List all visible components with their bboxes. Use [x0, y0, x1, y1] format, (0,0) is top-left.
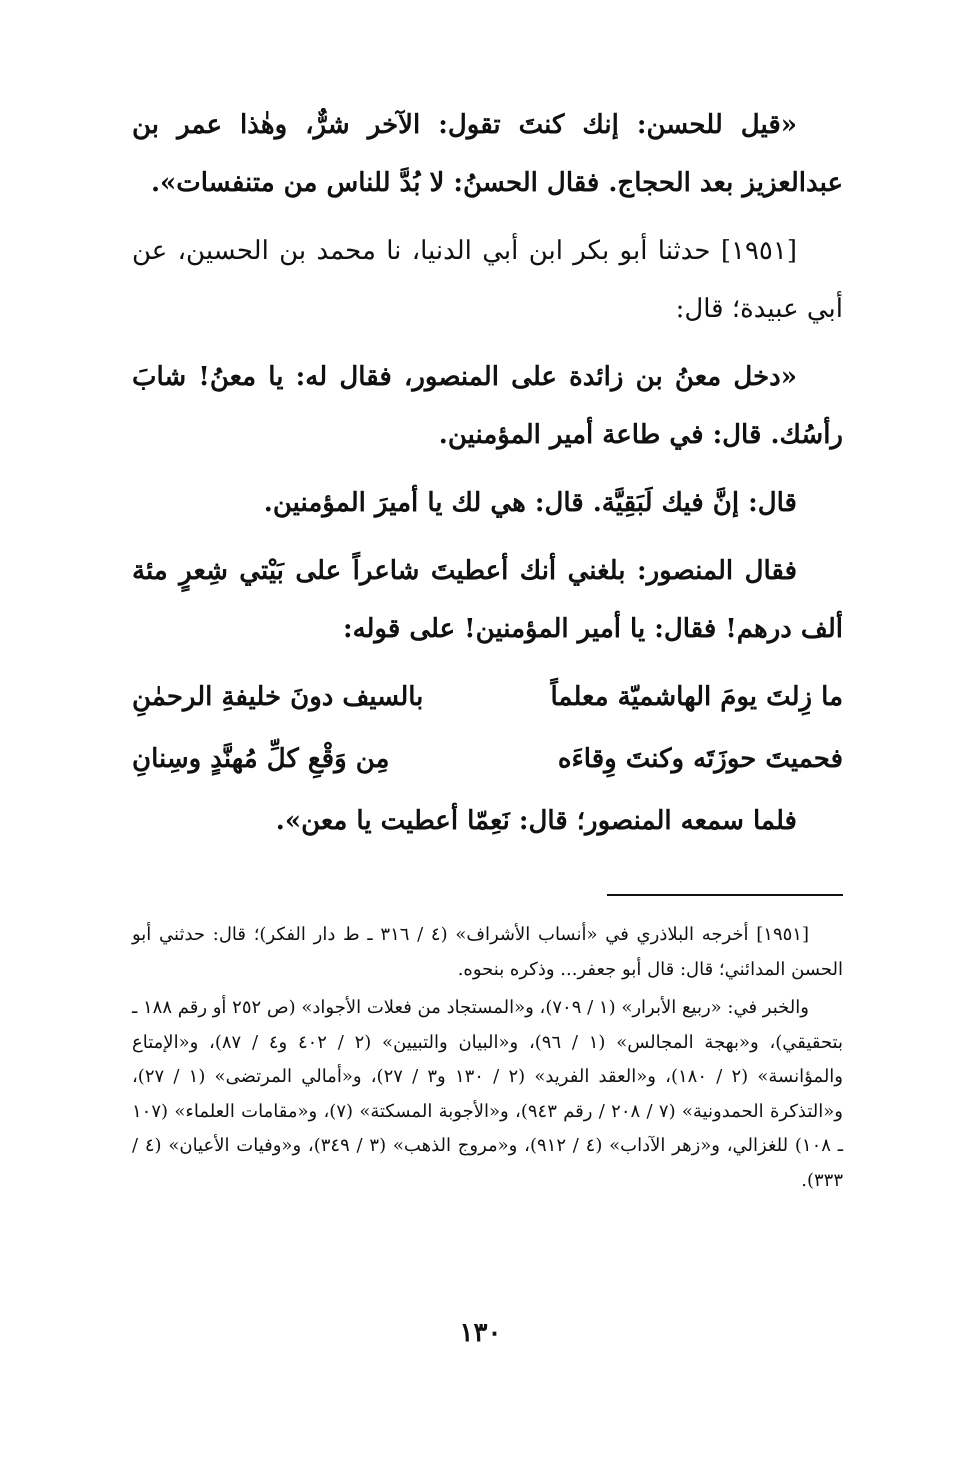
- page-number: ١٣٠: [459, 1318, 502, 1348]
- book-page: [132, 96, 843, 1480]
- verse-line-1: [132, 668, 843, 726]
- footnote-1951-source: [١٩٥١] أخرجه البلاذري في «أنساب الأشراف» (٤ / ٣١٦ ـ ط دار الفكر)؛ قال: حدثني أبو الحسن المدائني؛ قال: قال أبو جعفر... وذكره بنحوه.: [132, 924, 843, 980]
- main-text: [132, 96, 843, 850]
- paragraph-maan-entry: «دخل معنُ بن زائدة على المنصور، فقال له: يا معنُ! شابَ رأسُك. قال: في طاعة أمير المؤمنين.: [132, 362, 843, 450]
- paragraph-mansur-question: فقال المنصور: بلغني أنك أعطيتَ شاعراً على بَيْتي شِعرٍ مئة ألف درهم! فقال: يا أمير المؤمنين! على قوله:: [132, 556, 843, 644]
- paragraph-hasan-quote: «قيل للحسن: إنك كنتَ تقول: الآخر شرٌّ، وهٰذا عمر بن عبدالعزيز بعد الحجاج. فقال الحسنُ: لا بُدَّ للناس من متنفسات».: [132, 110, 843, 198]
- footnotes: [132, 918, 843, 1198]
- verse-line-2: [132, 730, 843, 788]
- verse-1-first-hemistich: ما زِلتَ يومَ الهاشميّة معلماً: [550, 682, 843, 712]
- paragraph-closing: فلما سمعه المنصور؛ قال: نَعِمّا أعطيت يا معن».: [275, 806, 797, 836]
- footnote-separator: [607, 894, 843, 896]
- paragraph-baqiyya: قال: إنَّ فيك لَبَقِيَّة. قال: هي لك يا أميرَ المؤمنين.: [263, 488, 797, 518]
- paragraph-isnad-1951: [١٩٥١] حدثنا أبو بكر ابن أبي الدنيا، نا محمد بن الحسين، عن أبي عبيدة؛ قال:: [132, 236, 843, 324]
- verse-2-first-hemistich: فحميتَ حوزَتَه وكنتَ وِقاءَه: [557, 744, 843, 774]
- verse-2-second-hemistich: مِن وَقْعِ كلِّ مُهنَّدٍ وسِنانِ: [132, 744, 390, 774]
- footnote-1951-references: والخبر في: «ربيع الأبرار» (١ / ٧٠٩)، و«المستجاد من فعلات الأجواد» (ص ٢٥٢ أو رقم ١٨٨ ـ بتحقيقي)، و«بهجة المجالس» (١ / ٩٦)، و«البيان والتبيين» (٢ / ٤٠٢ و٤ / ٨٧)، و«الإمتاع والمؤانسة» (٢ / ١٨٠)، و«العقد الفريد» (٢ / ١٣٠ و٣ / ٢٧)، و«أمالي المرتضى» (١ / ٢٧)، و«التذكرة الحمدونية» (٧ / ٢٠٨ / رقم ٩٤٣)، و«الأجوبة المسكتة» (٧)، و«مقامات العلماء» (١٠٧ ـ ١٠٨) للغزالي، و«زهر الآداب» (٤ / ٩١٢)، و«مروج الذهب» (٣ / ٣٤٩)، و«وفيات الأعيان» (٤ / ٣٣٣).: [132, 997, 844, 1191]
- verse-1-second-hemistich: بالسيف دونَ خليفةِ الرحمٰنِ: [132, 682, 424, 712]
